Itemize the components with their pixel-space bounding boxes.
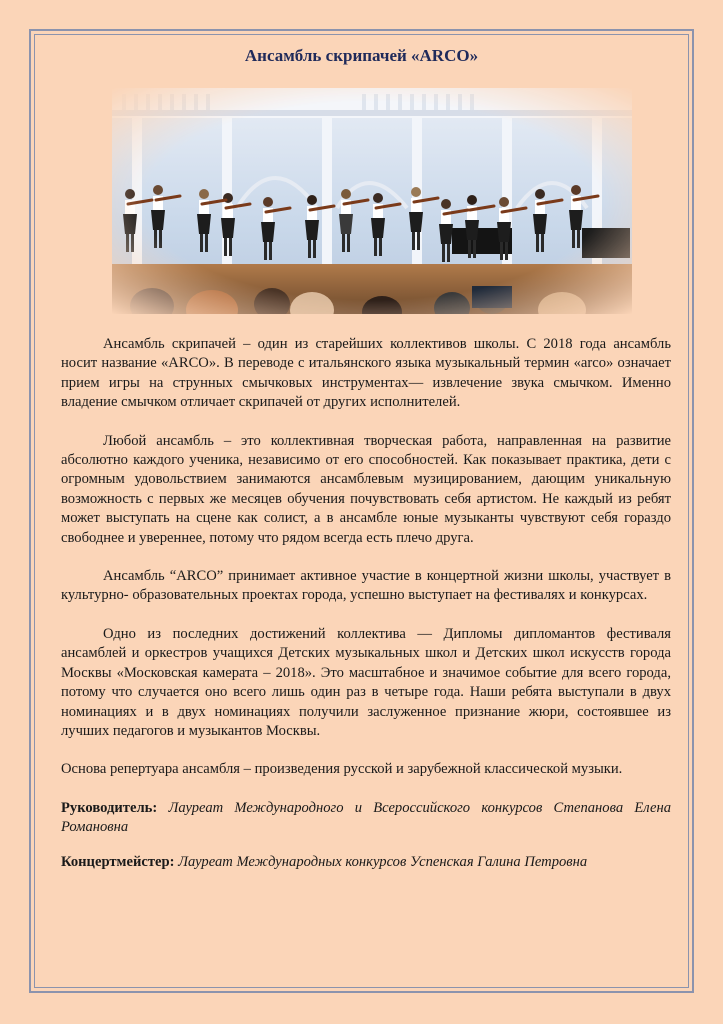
paragraph: Ансамбль “ARCO” принимает активное участие в концертной жизни школы, участвует в культурно- образовательных проектах города, успешно выступает на фестивалях и конкурсах.	[61, 568, 671, 604]
accompanist-text: Лауреат Международных конкурсов Успенская Галина Петровна	[174, 853, 588, 870]
page-title: Ансамбль скрипачей «ARCO»	[244, 46, 479, 65]
ensemble-photo	[112, 88, 632, 314]
article-body	[61, 335, 671, 887]
accompanist-credit	[61, 853, 671, 872]
accompanist-label: Концертмейстер	[61, 853, 170, 870]
director-credit	[61, 799, 671, 838]
director-label: Руководитель	[61, 799, 153, 816]
paragraph: Ансамбль скрипачей – один из старейших коллективов школы. С 2018 года ансамбль носит название «ARCO». В переводе с итальянского языка музыкальный термин «arco» означает прием игры на струнных смычковых инструментах— извлечение звука смычком. Именно владение смычком отличает скрипачей от других исполнителей.	[61, 336, 671, 411]
director-text: Лауреат Международного и Всероссийского конкурсов Степанова Елена Романовна	[61, 799, 671, 836]
director-separator: :	[152, 799, 158, 816]
paragraph: Одно из последних достижений коллектива — Дипломы дипломантов фестиваля ансамблей и оркестров учащихся Детских музыкальных школ и Детских школ искусств города Москвы «Московская камерата – 2018». Это масштабное и значимое событие для всего города, потому что случается оно всего лишь один раз в четыре года. Наши ребята выступали в двух номинациях и в двух номинациях получили заслуженное признание жюри, состоявшее из лучших педагогов и музыкантов Москвы.	[61, 625, 671, 739]
ensemble-photo-illustration	[112, 88, 632, 314]
paragraph: Любой ансамбль – это коллективная творческая работа, направленная на развитие абсолютно каждого ученика, независимо от его способностей. Как показывает практика, дети с огромным удовольствием занимаются ансамблевым музицированием, дающим уникальную возможность с первых же месяцев обучения почувствовать себя артистом. Не каждый из ребят может выступать на сцене как солист, а в ансамбле юные музыканты чувствуют себя гораздо свободнее и увереннее, потому что рядом всегда есть плечо друга.	[61, 432, 671, 546]
accompanist-separator: :	[169, 853, 175, 870]
paragraph: Основа репертуара ансамбля – произведения русской и зарубежной классической музыки.	[61, 761, 623, 778]
